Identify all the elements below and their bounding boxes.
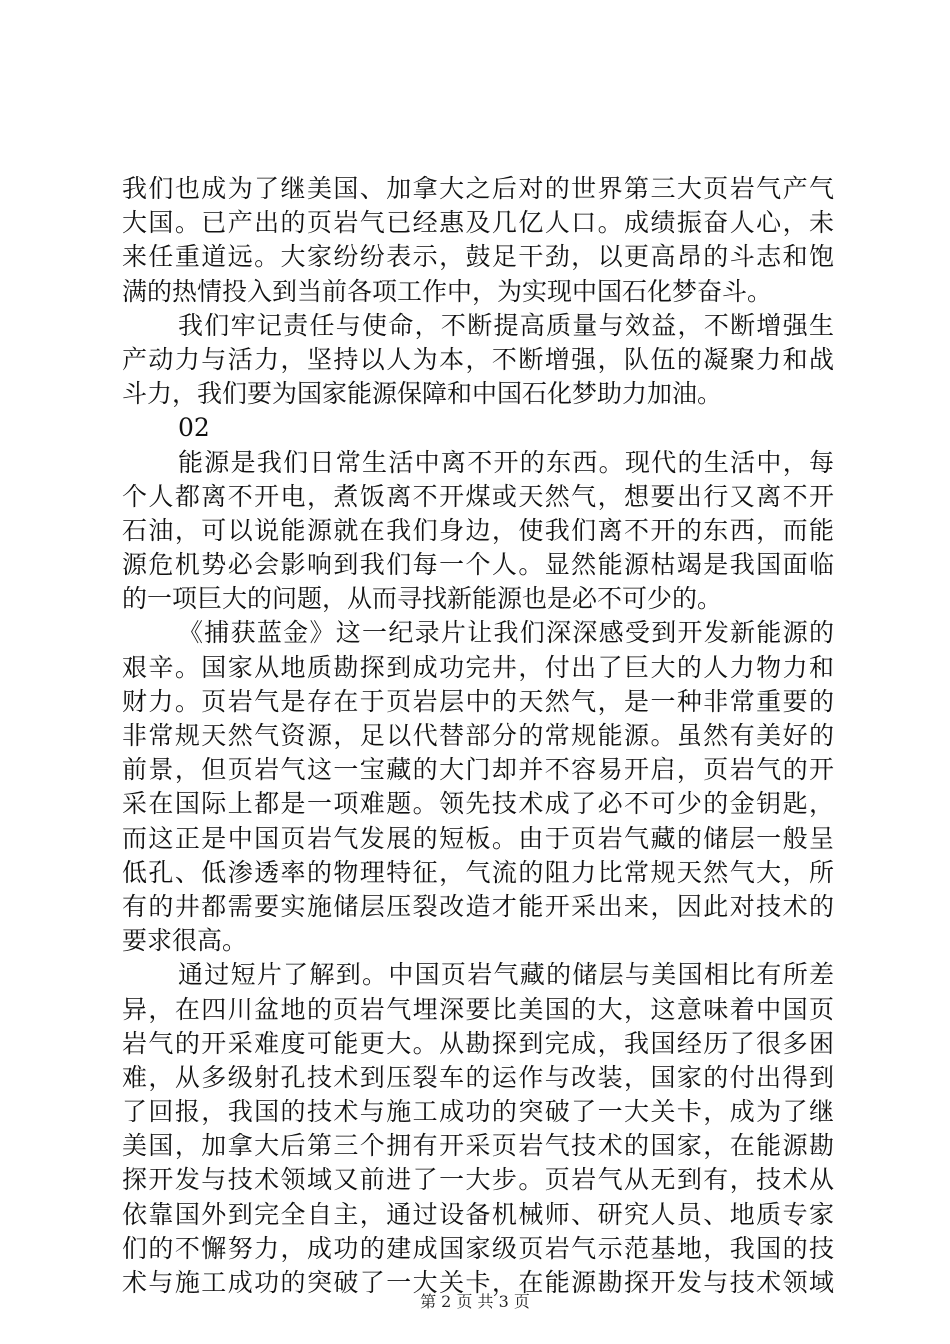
text-line: 前景，但页岩气这一宝藏的大门却并不容易开启，页岩气的开 bbox=[122, 755, 834, 785]
text-line: 石油，可以说能源就在我们身边，使我们离不开的东西，而能 bbox=[122, 515, 834, 545]
text-line: 斗力，我们要为国家能源保障和中国石化梦助力加油。 bbox=[122, 379, 723, 409]
text-line: 了回报，我国的技术与施工成功的突破了一大关卡，成为了继 bbox=[122, 1097, 834, 1127]
text-line: 低孔、低渗透率的物理特征，气流的阻力比常规天然气大，所 bbox=[122, 857, 834, 887]
text-line: 难，从多级射孔技术到压裂车的运作与改装，国家的付出得到 bbox=[122, 1062, 834, 1092]
text-line: 美国，加拿大后第三个拥有开采页岩气技术的国家，在能源勘 bbox=[122, 1131, 834, 1161]
text-line: 要求很高。 bbox=[122, 926, 248, 956]
text-line: 源危机势必会影响到我们每一个人。显然能源枯竭是我国面临 bbox=[122, 550, 834, 580]
text-line: 依靠国外到完全自主，通过设备机械师、研究人员、地质专家 bbox=[122, 1199, 834, 1229]
text-line: 《捕获蓝金》这一纪录片让我们深深感受到开发新能源的 bbox=[178, 618, 834, 648]
text-line: 艰辛。国家从地质勘探到成功完井，付出了巨大的人力物力和 bbox=[122, 652, 834, 682]
text-line: 个人都离不开电，煮饭离不开煤或天然气，想要出行又离不开 bbox=[122, 481, 834, 511]
text-line: 满的热情投入到当前各项工作中，为实现中国石化梦奋斗。 bbox=[122, 276, 773, 306]
text-line: 探开发与技术领域又前进了一大步。页岩气从无到有，技术从 bbox=[122, 1165, 834, 1195]
text-line: 的一项巨大的问题，从而寻找新能源也是必不可少的。 bbox=[122, 584, 723, 614]
text-line: 能源是我们日常生活中离不开的东西。现代的生活中，每 bbox=[178, 447, 834, 477]
text-line: 采在国际上都是一项难题。领先技术成了必不可少的金钥匙， bbox=[122, 789, 834, 819]
page-footer: 第 2 页 共 3 页 bbox=[420, 1292, 530, 1311]
text-line: 02 bbox=[178, 413, 210, 443]
text-line: 岩气的开采难度可能更大。从勘探到完成，我国经历了很多困 bbox=[122, 1028, 834, 1058]
text-line: 通过短片了解到。中国页岩气藏的储层与美国相比有所差 bbox=[178, 960, 834, 990]
text-line: 大国。已产出的页岩气已经惠及几亿人口。成绩振奋人心，未 bbox=[122, 208, 834, 238]
text-line: 我们也成为了继美国、加拿大之后对的世界第三大页岩气产气 bbox=[122, 174, 834, 203]
text-line: 们的不懈努力，成功的建成国家级页岩气示范基地，我国的技 bbox=[122, 1233, 834, 1263]
text-line: 而这正是中国页岩气发展的短板。由于页岩气藏的储层一般呈 bbox=[122, 823, 834, 853]
document-body bbox=[122, 172, 834, 1300]
text-line: 异，在四川盆地的页岩气埋深要比美国的大，这意味着中国页 bbox=[122, 994, 834, 1024]
text-line: 非常规天然气资源，足以代替部分的常规能源。虽然有美好的 bbox=[122, 721, 834, 750]
text-line: 我们牢记责任与使命，不断提高质量与效益，不断增强生 bbox=[178, 310, 834, 340]
text-line: 财力。页岩气是存在于页岩层中的天然气，是一种非常重要的 bbox=[122, 686, 834, 716]
text-line: 有的井都需要实施储层压裂改造才能开采出来，因此对技术的 bbox=[122, 891, 834, 921]
text-line: 产动力与活力，坚持以人为本，不断增强，队伍的凝聚力和战 bbox=[122, 344, 834, 374]
text-line: 术与施工成功的突破了一大关卡，在能源勘探开发与技术领域 bbox=[122, 1268, 834, 1297]
text-line: 来任重道远。大家纷纷表示，鼓足干劲，以更高昂的斗志和饱 bbox=[122, 242, 834, 272]
